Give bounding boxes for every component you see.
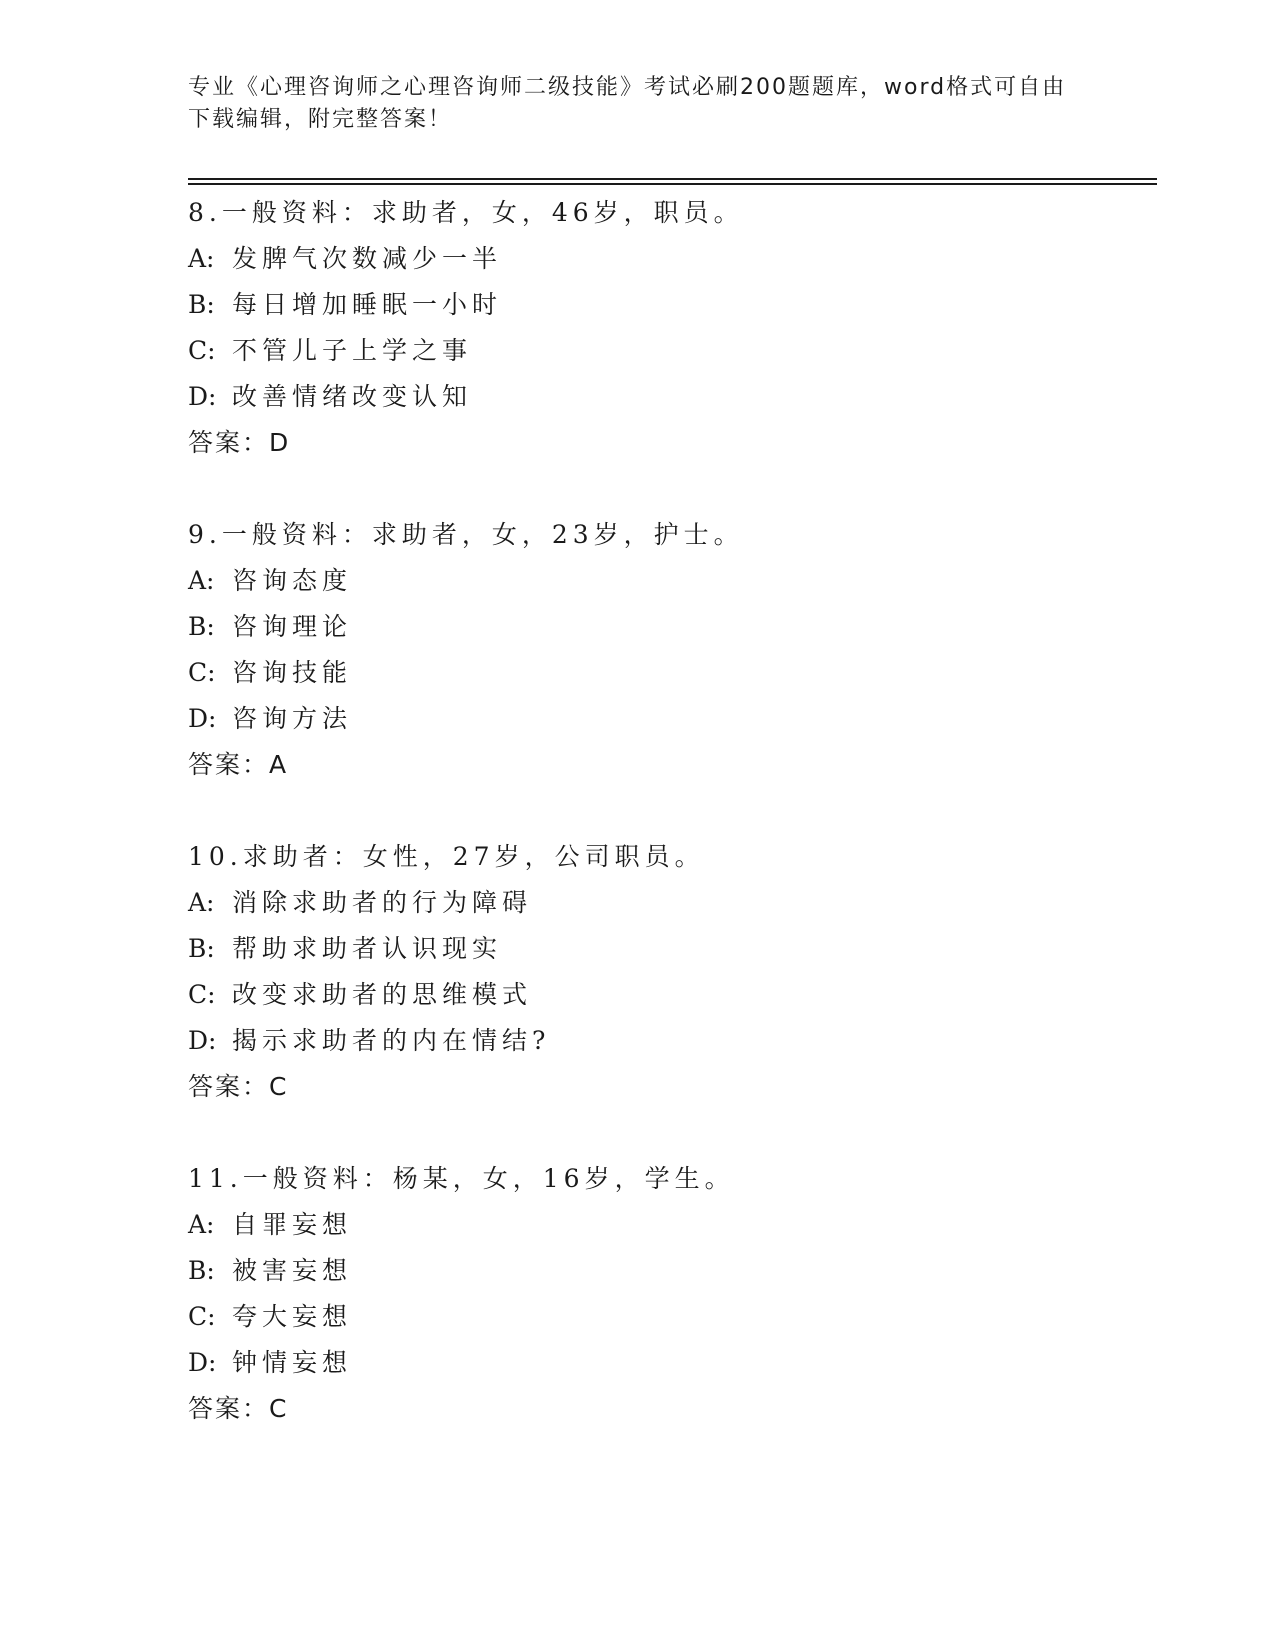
option-d xyxy=(188,374,1148,420)
header-divider-bottom xyxy=(188,183,1157,185)
option-d xyxy=(188,1018,1148,1064)
option-key: A: xyxy=(188,1210,215,1239)
option-text: 每日增加睡眠一小时 xyxy=(232,290,503,319)
option-text: 咨询方法 xyxy=(232,704,353,733)
option-b xyxy=(188,604,1148,650)
option-text: 揭示求助者的内在情结? xyxy=(232,1026,551,1055)
option-text: 夸大妄想 xyxy=(232,1302,353,1331)
option-a xyxy=(188,1202,1148,1248)
answer: 答案：C xyxy=(188,1394,289,1423)
option-key: D: xyxy=(188,1026,217,1055)
option-text: 咨询态度 xyxy=(232,566,353,595)
option-c xyxy=(188,328,1148,374)
option-key: C: xyxy=(188,336,216,365)
option-key: D: xyxy=(188,382,217,411)
option-text: 钟情妄想 xyxy=(232,1348,353,1377)
option-text: 改变求助者的思维模式 xyxy=(232,980,533,1009)
question-10 xyxy=(188,834,1148,1110)
option-key: C: xyxy=(188,1302,216,1331)
option-key: C: xyxy=(188,980,216,1009)
option-text: 被害妄想 xyxy=(232,1256,353,1285)
option-key: A: xyxy=(188,888,215,917)
option-a xyxy=(188,558,1148,604)
option-text: 发脾气次数减少一半 xyxy=(232,244,503,273)
question-9 xyxy=(188,512,1148,788)
question-list xyxy=(188,190,1148,1478)
option-key: A: xyxy=(188,244,215,273)
option-text: 帮助求助者认识现实 xyxy=(232,934,503,963)
question-stem: 9.一般资料：求助者，女，23岁，护士。 xyxy=(188,520,744,549)
option-key: B: xyxy=(188,1256,215,1285)
option-text: 咨询技能 xyxy=(232,658,353,687)
header-divider-top xyxy=(188,178,1157,180)
option-text: 消除求助者的行为障碍 xyxy=(232,888,533,917)
question-stem: 10.求助者：女性，27岁，公司职员。 xyxy=(188,842,705,871)
option-c xyxy=(188,1294,1148,1340)
option-c xyxy=(188,650,1148,696)
question-8 xyxy=(188,190,1148,466)
option-key: A: xyxy=(188,566,215,595)
option-text: 咨询理论 xyxy=(232,612,353,641)
option-c xyxy=(188,972,1148,1018)
option-text: 改善情绪改变认知 xyxy=(232,382,473,411)
option-text: 不管儿子上学之事 xyxy=(232,336,473,365)
option-key: B: xyxy=(188,290,215,319)
question-stem: 8.一般资料：求助者，女，46岁，职员。 xyxy=(188,198,744,227)
answer: 答案：A xyxy=(188,750,289,779)
option-a xyxy=(188,236,1148,282)
option-key: C: xyxy=(188,658,216,687)
option-a xyxy=(188,880,1148,926)
option-key: D: xyxy=(188,1348,217,1377)
option-key: B: xyxy=(188,934,215,963)
option-key: B: xyxy=(188,612,215,641)
option-key: D: xyxy=(188,704,217,733)
document-header: 专业《心理咨询师之心理咨询师二级技能》考试必刷200题题库，word格式可自由下载编辑，附完整答案！ xyxy=(188,75,1067,132)
question-11 xyxy=(188,1156,1148,1432)
option-text: 自罪妄想 xyxy=(232,1210,353,1239)
answer: 答案：D xyxy=(188,428,291,457)
option-b xyxy=(188,1248,1148,1294)
answer: 答案：C xyxy=(188,1072,289,1101)
option-d xyxy=(188,1340,1148,1386)
option-b xyxy=(188,282,1148,328)
question-stem: 11.一般资料：杨某，女，16岁，学生。 xyxy=(188,1164,735,1193)
option-b xyxy=(188,926,1148,972)
option-d xyxy=(188,696,1148,742)
